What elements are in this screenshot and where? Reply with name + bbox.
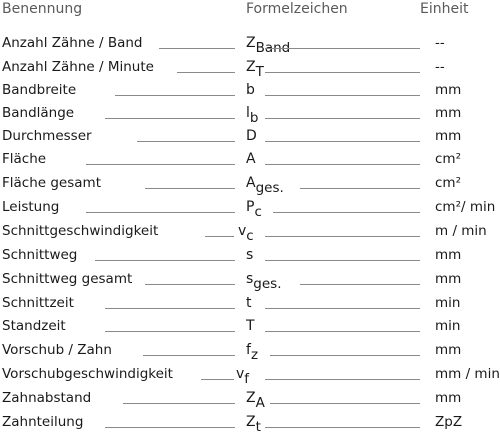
fill-line xyxy=(105,308,235,309)
fill-line xyxy=(143,355,235,356)
term-name: Schnittgeschwindigkeit xyxy=(2,223,159,239)
header-formelzeichen: Formelzeichen xyxy=(246,1,348,17)
symbol-subscript: Band xyxy=(255,40,291,56)
fill-line xyxy=(201,379,234,380)
table-row xyxy=(0,33,500,57)
symbol-base: s xyxy=(246,247,254,263)
symbol-subscript: b xyxy=(249,110,259,126)
fill-line xyxy=(145,284,235,285)
fill-line xyxy=(265,118,420,119)
symbol-base: s xyxy=(246,271,254,287)
table-row xyxy=(0,173,500,197)
formula-symbol xyxy=(246,82,255,98)
table-row xyxy=(0,57,500,81)
symbol-subscript: ges. xyxy=(255,180,284,196)
header-einheit: Einheit xyxy=(420,1,469,17)
fill-line xyxy=(105,118,235,119)
unit-label: mm xyxy=(435,390,462,406)
formula-symbol xyxy=(246,128,257,144)
term-name: Schnittweg gesamt xyxy=(2,271,133,287)
unit-label: -- xyxy=(435,35,445,51)
unit-label: mm / min xyxy=(435,366,500,382)
table-row xyxy=(0,269,500,293)
term-name: Schnittzeit xyxy=(2,295,74,311)
symbol-base: A xyxy=(246,175,256,191)
fill-line xyxy=(95,260,235,261)
term-name: Standzeit xyxy=(2,318,66,334)
formula-symbol xyxy=(246,271,282,292)
symbol-subscript: f xyxy=(244,371,250,387)
fill-line xyxy=(145,188,235,189)
term-name: Anzahl Zähne / Band xyxy=(2,35,143,51)
table-row xyxy=(0,316,500,340)
fill-line xyxy=(137,141,235,142)
fill-line xyxy=(265,95,420,96)
formula-symbol xyxy=(246,318,255,334)
table-row xyxy=(0,388,500,412)
unit-label: min xyxy=(435,318,461,334)
symbol-base: Z xyxy=(246,390,256,406)
header-benennung: Benennung xyxy=(2,1,83,17)
term-name: Zahnabstand xyxy=(2,390,92,406)
fill-line xyxy=(105,331,235,332)
symbol-base: f xyxy=(246,342,251,358)
symbol-subscript: c xyxy=(254,204,262,220)
term-name: Vorschub / Zahn xyxy=(2,342,112,358)
unit-label: cm²/ min xyxy=(435,199,496,215)
unit-label: min xyxy=(435,295,461,311)
formula-symbol xyxy=(246,175,284,196)
formula-symbol xyxy=(246,342,259,363)
fill-line xyxy=(177,72,235,73)
symbol-subscript: A xyxy=(255,395,265,411)
fill-line xyxy=(115,95,235,96)
fill-line xyxy=(86,164,235,165)
term-name: Fläche gesamt xyxy=(2,175,101,191)
symbol-base: D xyxy=(246,128,257,144)
symbol-base: Z xyxy=(246,59,256,75)
symbol-subscript: T xyxy=(255,64,264,80)
symbol-base: b xyxy=(246,82,255,98)
term-name: Fläche xyxy=(2,151,47,167)
fill-line xyxy=(265,72,420,73)
unit-label: mm xyxy=(435,247,462,263)
unit-label: mm xyxy=(435,82,462,98)
fill-line xyxy=(265,427,420,428)
fill-line xyxy=(265,308,420,309)
fill-line xyxy=(300,188,420,189)
term-name: Anzahl Zähne / Minute xyxy=(2,59,154,75)
fill-line xyxy=(265,379,420,380)
term-name: Vorschubgeschwindigkeit xyxy=(2,366,173,382)
table-row xyxy=(0,103,500,127)
symbol-base: v xyxy=(238,223,247,239)
fill-line xyxy=(86,212,235,213)
term-name: Leistung xyxy=(2,199,60,215)
unit-label: mm xyxy=(435,342,462,358)
fill-line xyxy=(205,236,234,237)
symbol-subscript: c xyxy=(246,228,254,244)
formula-symbol xyxy=(246,199,262,220)
term-name: Schnittweg xyxy=(2,247,78,263)
fill-line xyxy=(273,212,420,213)
fill-line xyxy=(159,48,235,49)
fill-line xyxy=(265,236,420,237)
symbol-subscript: ges. xyxy=(253,276,282,292)
term-name: Zahnteilung xyxy=(2,414,84,430)
table-row xyxy=(0,126,500,150)
term-name: Bandlänge xyxy=(2,105,75,121)
symbol-base: P xyxy=(246,199,255,215)
symbol-base: A xyxy=(246,151,256,167)
table-row xyxy=(0,245,500,269)
formula-symbol xyxy=(246,59,264,80)
table-row xyxy=(0,364,500,388)
unit-label: cm² xyxy=(435,175,461,191)
table-row xyxy=(0,80,500,104)
term-name: Durchmesser xyxy=(2,128,92,144)
fill-line xyxy=(300,284,420,285)
symbol-base: v xyxy=(236,366,245,382)
unit-label: cm² xyxy=(435,151,461,167)
unit-label: -- xyxy=(435,59,445,75)
table-row xyxy=(0,221,500,245)
table-row xyxy=(0,340,500,364)
fill-line xyxy=(270,403,420,404)
fill-line xyxy=(265,48,420,49)
symbol-base: t xyxy=(246,295,252,311)
table-row xyxy=(0,197,500,221)
formula-symbol xyxy=(236,366,250,387)
symbol-base: T xyxy=(246,318,255,334)
fill-line xyxy=(265,164,420,165)
unit-label: mm xyxy=(435,128,462,144)
unit-label: mm xyxy=(435,271,462,287)
fill-line xyxy=(123,403,235,404)
symbol-subscript: t xyxy=(255,419,261,435)
table-row xyxy=(0,412,500,436)
symbol-base: Z xyxy=(246,414,256,430)
formula-symbol xyxy=(246,247,253,263)
formula-symbol xyxy=(246,105,259,126)
unit-label: mm xyxy=(435,105,462,121)
formula-symbol xyxy=(238,223,254,244)
symbol-base: Z xyxy=(246,35,256,51)
table-row xyxy=(0,149,500,173)
table-row xyxy=(0,293,500,317)
fill-line xyxy=(265,331,420,332)
term-name: Bandbreite xyxy=(2,82,77,98)
fill-line xyxy=(265,141,420,142)
formula-symbol xyxy=(246,295,252,311)
fill-line xyxy=(270,355,420,356)
formula-symbol xyxy=(246,390,265,411)
symbol-subscript: z xyxy=(250,347,259,363)
fill-line xyxy=(105,427,235,428)
symbol-base: l xyxy=(246,105,250,121)
unit-label: ZpZ xyxy=(435,414,463,430)
fill-line xyxy=(265,260,420,261)
formula-symbol xyxy=(246,151,256,167)
unit-label: m / min xyxy=(435,223,487,239)
formula-symbol xyxy=(246,414,261,435)
